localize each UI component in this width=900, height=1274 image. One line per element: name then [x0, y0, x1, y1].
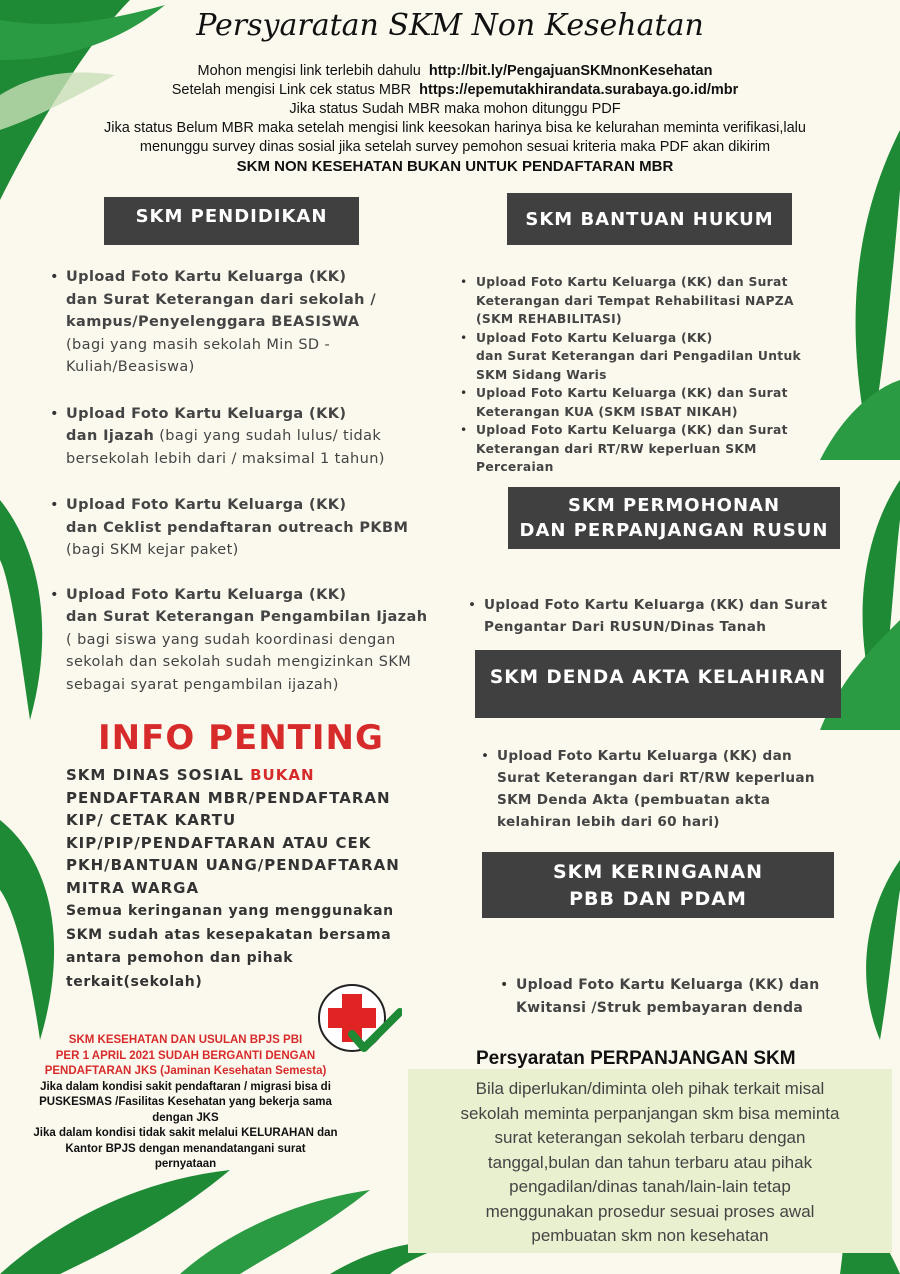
denda-header: SKM DENDA AKTA KELAHIRAN [475, 650, 841, 718]
page-title: Persyaratan SKM Non Kesehatan [196, 8, 704, 43]
list-item: • Upload Foto Kartu Keluarga (KK) dan Surat Keterangan dari sekolah / kampus/Penyelenggara BEASISWA (bagi yang masih sekolah Min SD - Kuliah/Beasiswa) [48, 266, 428, 379]
list-item: • Upload Foto Kartu Keluarga (KK) dan Surat Keterangan dari RT/RW keperluan SKM Denda Akta (pembuatan akta kelahiran lebih dari 60 hari) [479, 745, 879, 833]
list-item-nobullet: • Upload Foto Kartu Keluarga (KK) dan Surat Keterangan Pengambilan Ijazah ( bagi siswa yang sudah koordinasi dengan sekolah dan sekolah sudah mengizinkan SKM sebagai syarat pengambilan ijazah) [48, 584, 428, 697]
mbr-status-link[interactable]: https://epemutakhirandata.surabaya.go.id/mbr [419, 82, 739, 98]
pendidikan-list [48, 266, 428, 720]
mbr-notice: SKM NON KESEHATAN BUKAN UNTUK PENDAFTARAN MBR [236, 158, 674, 175]
denda-list [479, 745, 879, 833]
intro-text: Mohon mengisi link terlebih dahulu http://bit.ly/PengajuanSKMnonKesehatan Setelah mengisi Link cek status MBR https://epemutakhirandata.surabaya.go.id/mbr Jika status Sudah MBR maka mohon ditunggu PDF Jika status Belum MBR maka setelah mengisi link keesokan harinya bisa ke kelurahan meminta verifikasi,lalu menunggu survey dinas sosial jika setelah survey pemohon sesuai kriteria maka PDF akan dikirim SKM NON KESEHATAN BUKAN UNTUK PENDAFTARAN MBR [60, 62, 850, 176]
list-item: • Upload Foto Kartu Keluarga (KK) dan Ijazah (bagi yang sudah lulus/ tidak bersekolah lebih dari / maksimal 1 tahun) [48, 403, 428, 471]
list-item: • Upload Foto Kartu Keluarga (KK) dan Ceklist pendaftaran outreach PKBM (bagi SKM kejar paket) [48, 494, 428, 562]
list-item: • Upload Foto Kartu Keluarga (KK) dan Surat Pengantar Dari RUSUN/Dinas Tanah [466, 594, 866, 638]
keringanan-header: SKM KERINGANAN PBB DAN PDAM [482, 852, 834, 918]
list-item: • Upload Foto Kartu Keluarga (KK) dan Kwitansi /Struk pembayaran denda [498, 974, 878, 1020]
pendidikan-header: SKM PENDIDIKAN [104, 197, 359, 245]
list-item: • Upload Foto Kartu Keluarga (KK) dan Surat Keterangan dari RT/RW keperluan SKM Perceraian [458, 421, 838, 477]
rusun-list [466, 594, 866, 638]
perpanjangan-box: Bila diperlukan/diminta oleh pihak terkait misal sekolah meminta perpanjangan skm bisa meminta surat keterangan sekolah terbaru dengan tanggal,bulan dan tahun terbaru atau pihak pengadilan/dinas tanah/lain-lain tetap menggunakan prosedur sesuai proses awal pembuatan skm non kesehatan [408, 1069, 892, 1253]
rusun-header: SKM PERMOHONAN DAN PERPANJANGAN RUSUN [508, 487, 840, 549]
bantuan-hukum-list [458, 273, 838, 477]
health-notice: SKM KESEHATAN DAN USULAN BPJS PBI PER 1 APRIL 2021 SUDAH BERGANTI DENGAN PENDAFTARAN JKS (Jaminan Kesehatan Semesta) Jika dalam kondisi sakit pendaftaran / migrasi bisa di PUSKESMAS /Fasilitas Kesehatan yang bekerja sama dengan JKS Jika dalam kondisi tidak sakit melalui KELURAHAN dan Kantor BPJS dengan menandatangani surat pernyataan [33, 1034, 338, 1170]
keringanan-list [498, 974, 878, 1020]
pengajuan-link[interactable]: http://bit.ly/PengajuanSKMnonKesehatan [428, 63, 713, 79]
info-penting-title: INFO PENTING [98, 718, 384, 758]
list-item: • Upload Foto Kartu Keluarga (KK) dan Surat Keterangan dari Pengadilan Untuk SKM Sidang Waris [458, 329, 838, 385]
bantuan-hukum-header: SKM BANTUAN HUKUM [507, 193, 792, 245]
list-item: • Upload Foto Kartu Keluarga (KK) dan Surat Keterangan dari Tempat Rehabilitasi NAPZA (SKM REHABILITASI) [458, 273, 838, 329]
info-penting-body: SKM DINAS SOSIAL BUKAN PENDAFTARAN MBR/PENDAFTARAN KIP/ CETAK KARTU KIP/PIP/PENDAFTARAN ATAU CEK PKH/BANTUAN UANG/PENDAFTARAN MITRA WARGA Semua keringanan yang menggunakan SKM sudah atas kesepakatan bersama antara pemohon dan pihak terkait(sekolah) [66, 766, 400, 990]
list-item: • Upload Foto Kartu Keluarga (KK) dan Surat Keterangan KUA (SKM ISBAT NIKAH) [458, 384, 838, 421]
perpanjangan-title: Persyaratan PERPANJANGAN SKM [476, 1048, 796, 1069]
